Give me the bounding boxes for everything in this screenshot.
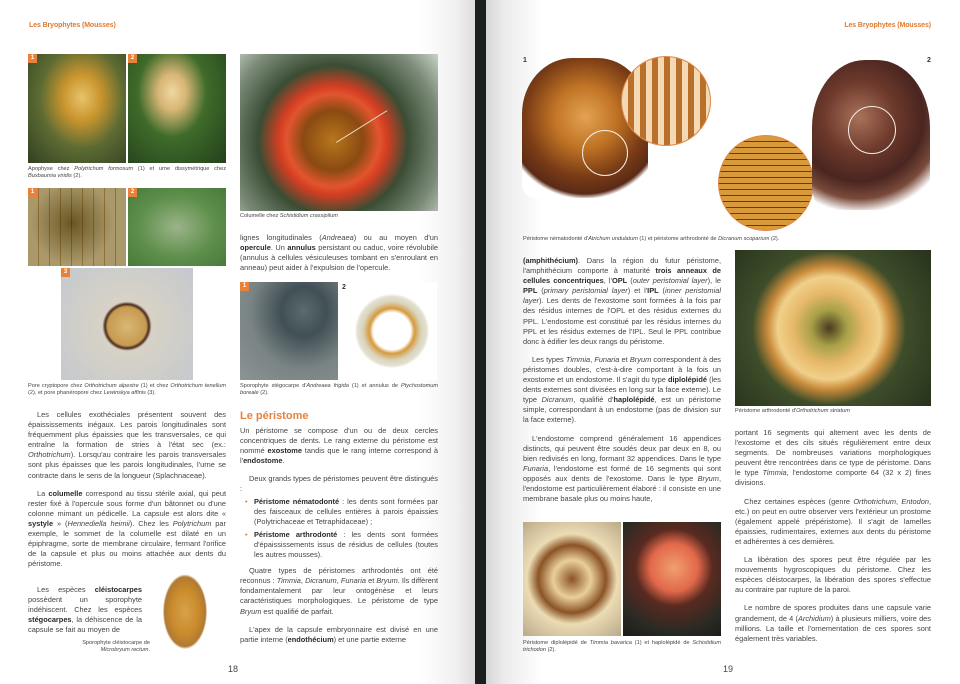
figure-badge: 1 xyxy=(28,188,37,197)
photo-microbryum-sporophyte xyxy=(157,573,213,659)
photo-andreaea-sporophyte xyxy=(240,282,338,380)
figure-number: 2 xyxy=(342,284,346,291)
photo-atrichum-teeth-closeup xyxy=(621,56,711,146)
list-item: • Péristome arthrodonté : les dents sont formées d'épaississements issus de résidus de cellules (toutes les autres mousses). xyxy=(250,530,438,560)
paragraph-exothecial-cells: Les cellules exothéciales présentent souvent des épaississements inégaux. Les parois longitudinales sont fréquemment plus épaissies que les transversales, ce qui entraîne la formation de stries à l'état sec (ex.: Orthotrichum). Lorsqu'au contraire les parois transversales sont plus épaisses que les parois longitudinales, l'urne se contracte dans le sens de la longueur (Splachnaceae). xyxy=(28,410,226,480)
figure-number: 1 xyxy=(523,57,527,64)
paragraph-amphithecium: (amphithécium). Dans la région du futur péristome, l'amphithécium comporte à maturité trois anneaux de cellules concentriques, l'OPL (outer peristomial layer), le PPL (primary peristomial layer) et l'IPL (inner peristomial layer). Les dents de l'exostome sont formées à la fois par des résidus internes de l'OPL et des résidus externes du PPL. L'endostome est constitué par les résidus internes du PPL et les résidus externes de l'IPL. Seul le PPL contribue donc à édifier les deux rangs du péristome. xyxy=(523,256,722,346)
paragraph-dehiscence: lignes longitudinales (Andreaea) ou au moyen d'un opercule. Un annulus persistant ou caduc, voire révolubile (annulus à cellules vésiculeuses tombant en s'enroulant en anneau) peut aider à l'expulsion de l'opercule. xyxy=(240,233,438,273)
pointer-line xyxy=(336,110,387,143)
photo-orthotrichum-tenellum-stoma xyxy=(128,188,226,266)
body-column-1 xyxy=(28,410,226,577)
running-head: Les Bryophytes (Mousses) xyxy=(844,22,931,29)
page-number: 19 xyxy=(723,664,734,674)
figure-caption-orthotrichum: Péristome arthrodonté d'Orthotrichum striatum xyxy=(735,408,850,414)
figure-badge: 1 xyxy=(28,54,37,63)
paragraph-bryum-segments: portant 16 segments qui alternent avec les dents de l'exostome et des cils situés régulièrement entre deux segments. De nombreuses variations morphologiques peuvent être rencontrées dans ce type de péristome. Dans le type Timmia, l'endostome comporte 64 (32 x 2) fines divisions. xyxy=(735,428,931,488)
right-page xyxy=(486,0,960,684)
section-title-peristome: Le péristome xyxy=(240,410,309,422)
photo-polytrichum-apophysis xyxy=(28,54,126,163)
photo-orthotrichum-alpestre-stoma xyxy=(28,188,126,266)
zoom-highlight-circle xyxy=(848,106,896,154)
figure-caption-andreaea: Sporophyte stégocarpe d'Andreaea frigida (1) et annulus de Ptychostomum boreale (2). xyxy=(240,383,439,397)
peristome-types-list xyxy=(250,497,438,561)
page-number: 18 xyxy=(228,664,239,674)
photo-dicranum-tooth-closeup xyxy=(718,135,814,231)
paragraph-spore-release: La libération des spores peut être régulée par les mouvements hygroscopiques du péristome. Chez les espèces cléistocarpes, la libération des spores s'effectue au contraire par rupture de la paroi. xyxy=(735,555,931,595)
figure-caption-microbryum: Sporophyte cléistocarpe de Microbryum rectum. xyxy=(82,640,150,654)
body-column-2 xyxy=(735,428,931,652)
photo-dicranum-peristome xyxy=(812,60,930,210)
paragraph-peristome-types-intro: Deux grands types de péristomes peuvent être distingués : xyxy=(240,474,438,494)
paragraph-peristome-definition: Un péristome se compose d'un ou de deux cercles concentriques de dents. Le rang externe du péristome est nommé exostome tandis que le rang interne correspond à l'endostome. xyxy=(240,426,438,466)
figure-caption-timmia: Péristome diplolépidé de Timmia bavarica (1) et haplolépidé de Schistidium trichodon (2). xyxy=(523,640,721,654)
figure-caption-stomata: Pore cryptopore chez Orthotrichum alpestre (1) et chez Orthotrichum tenellum (2), et pore phanéropore chez Lewinskya affinis (3). xyxy=(28,383,226,397)
body-column-1 xyxy=(523,256,721,512)
paragraph-capsule-apex: L'apex de la capsule embryonnaire est divisé en une partie interne (endothécium) et une partie externe xyxy=(240,624,438,644)
book-gutter xyxy=(475,0,486,684)
figure-caption-apophysis: Apophyse chez Polytrichum formosum (1) et urne dissymétrique chez Buxbaumia viridis (2). xyxy=(28,166,226,180)
photo-schistidium-peristome xyxy=(623,522,721,636)
body-column-1-wrap xyxy=(28,585,142,643)
paragraph-columella: La columelle correspond au tissu stérile axial, qui peut rester fixé à l'opercule sous forme d'un bâtonnet ou d'une colonne mimant un pédicelle. La capsule est alors dite « systyle » (Hennediella heimii). Chez les Polytrichum par exemple, le sommet de la columelle est dilaté en un épiphragme, sorte de membrane circulaire, fermant l'orifice de la capsule et plus ou moins attachée aux dents du péristome. xyxy=(28,488,226,569)
photo-buxbaumia-urn xyxy=(128,54,226,163)
figure-number: 2 xyxy=(927,57,931,64)
body-column-2-top xyxy=(240,233,438,281)
photo-schistidium-columella xyxy=(240,54,438,211)
zoom-highlight-circle xyxy=(582,130,628,176)
body-column-2 xyxy=(240,426,438,653)
running-head: Les Bryophytes (Mousses) xyxy=(29,22,116,29)
photo-timmia-peristome xyxy=(523,522,621,636)
paragraph-endostome: L'endostome comprend généralement 16 appendices distincts, qui peuvent être soudés deux par deux en 8, ou bien redivisés en long, formant 32 appendices. Dans le type Funaria, l'endostome est formé de 16 segments qui sont opposés aux dents de l'exostome. Dans le type Bryum, l'endostome est particulièrement élaboré : il consiste en une membrane basale plus ou moins haute, xyxy=(523,433,721,504)
figure-caption-columella: Columelle chez Schistidium crassipilum xyxy=(240,213,338,219)
list-item: • Péristome nématodonté : les dents sont formées par des faisceaux de cellules entières à parois épaissies (Polytrichaceae et Tetraphidaceae) ; xyxy=(250,497,438,527)
figure-caption-peristome-types: Péristome nématodonté d'Atrichum undulatum (1) et péristome arthrodonté de Dicranum scoparium (2). xyxy=(523,236,780,242)
figure-badge: 2 xyxy=(128,54,137,63)
paragraph-spore-number: Le nombre de spores produites dans une capsule varie grandement, de 4 (Archidium) à plusieurs milliers, voire des millions. La taille et l'ornementation de ces spores sont également très variables. xyxy=(735,603,931,643)
figure-badge: 2 xyxy=(128,188,137,197)
figure-badge: 3 xyxy=(61,268,70,277)
photo-orthotrichum-peristome xyxy=(735,250,931,406)
photo-lewinskya-stoma xyxy=(61,268,193,380)
left-page xyxy=(0,0,476,684)
paragraph-prostome: Chez certaines espèces (genre Orthotrichum, Entodon, etc.) on peut en outre observer vers l'extérieur un prostome (également appelé prépéristome). Il s'agit de lamelles épaissies, rudimentaires, externes aux dents du péristome et adhérentes à ces dernières. xyxy=(735,496,931,546)
photo-ptychostomum-annulus xyxy=(347,282,437,380)
figure-badge: 1 xyxy=(240,282,249,291)
paragraph-double-peristomes: Les types Timmia, Funaria et Bryum correspondent à des péristomes doubles, c'est-à-dire comportant à la fois un exostome et un endostome. Il s'agit du type diplolépidé (les dents externes sont divisées en long sur la face externe). Le type Dicranum, qualifié d'haplolépidé, est un péristome simple, correspondant à un endostome (pas de division sur la face externe). xyxy=(523,354,722,425)
paragraph-arthrodontous-types: Quatre types de péristomes arthrodontés ont été reconnus : Timmia, Dicranum, Funaria et Bryum. Ils diffèrent fondamentalement par leur ontogénèse et leurs caractéristiques morphologiques. Le péristome de type Bryum est qualifié de parfait. xyxy=(240,566,439,616)
paragraph-cleistocarpous: Les espèces cléistocarpes possèdent un sporophyte indéhiscent. Chez les espèces stégocarpes, la déhiscence de la capsule se fait au moyen de xyxy=(28,585,142,635)
